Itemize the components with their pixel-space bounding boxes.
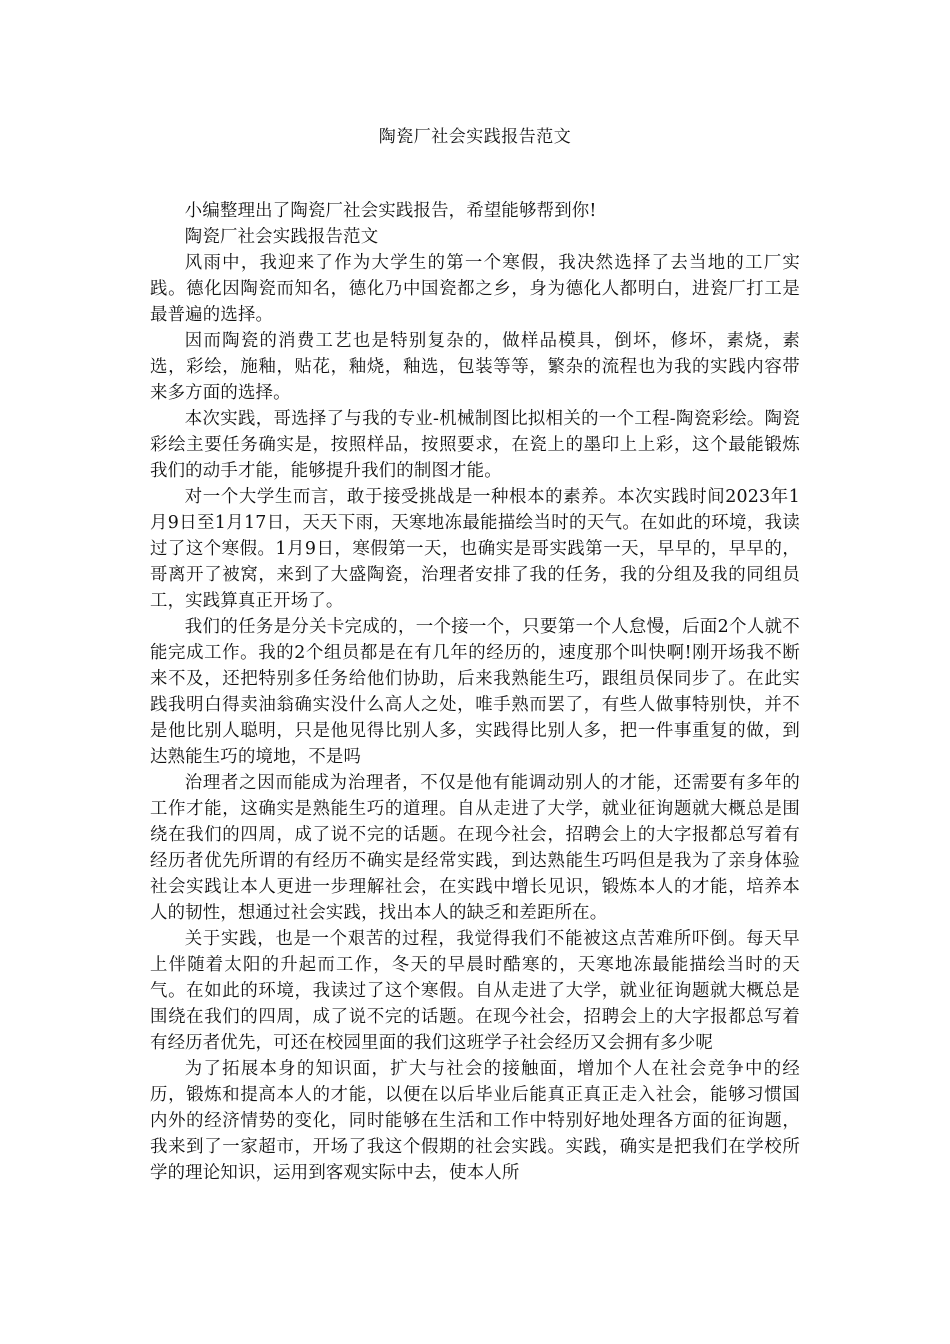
- intro-paragraph: 小编整理出了陶瓷厂社会实践报告，希望能够帮到你!: [184, 201, 597, 221]
- body-paragraph: 对一个大学生而言，敢于接受挑战是一种根本的素养。本次实践时间2023年1月9日至1月17日，天天下雨，天寒地冻最能描绘当时的天气。在如此的环境，我读过了这个寒假。1月9日，寒假第一天，也确实是哥实践第一天，早早的，早早的，哥离开了被窝，来到了大盛陶瓷，治理者安排了我的任务，我的分组及我的同组员工，实践算真正开场了。: [150, 487, 800, 611]
- document-body: [150, 198, 800, 1186]
- body-paragraph: 关于实践，也是一个艰苦的过程，我觉得我们不能被这点苦难所吓倒。每天早上伴随着太阳的升起而工作，冬天的早晨时酷寒的，天寒地冻最能描绘当时的天气。在如此的环境，我读过了这个寒假。自从走进了大学，就业征询题就大概总是围绕在我们的四周，成了说不完的话题。在现今社会，招聘会上的大字报都总写着有经历者优先，可还在校园里面的我们这班学子社会经历又会拥有多少呢: [150, 929, 800, 1053]
- body-paragraph: 风雨中，我迎来了作为大学生的第一个寒假，我决然选择了去当地的工厂实践。德化因陶瓷而知名，德化乃中国瓷都之乡，身为德化人都明白，进瓷厂打工是最普遍的选择。: [150, 253, 800, 325]
- body-paragraph: 因而陶瓷的消费工艺也是特别复杂的，做样品模具，倒坏，修坏，素烧，素选，彩绘，施釉，贴花，釉烧，釉选，包装等等，繁杂的流程也为我的实践内容带来多方面的选择。: [150, 331, 800, 403]
- body-paragraph: 本次实践，哥选择了与我的专业-机械制图比拟相关的一个工程-陶瓷彩绘。陶瓷彩绘主要任务确实是，按照样品，按照要求，在瓷上的墨印上上彩，这个最能锻炼我们的动手才能，能够提升我们的制图才能。: [150, 409, 800, 481]
- document-title: 陶瓷厂社会实践报告范文: [378, 127, 572, 147]
- subtitle-paragraph: 陶瓷厂社会实践报告范文: [184, 227, 379, 247]
- body-paragraph: 我们的任务是分关卡完成的，一个接一个，只要第一个人怠慢，后面2个人就不能完成工作。我的2个组员都是在有几年的经历的，速度那个叫快啊!刚开场我不断来不及，还把特别多任务给他们协助，后来我熟能生巧，跟组员保同步了。在此实践我明白得卖油翁确实没什么高人之处，唯手熟而罢了，有些人做事特别快，并不是他比别人聪明，只是他见得比别人多，实践得比别人多，把一件事重复的做，到达熟能生巧的境地，不是吗: [150, 617, 800, 767]
- body-paragraph: 为了拓展本身的知识面，扩大与社会的接触面，增加个人在社会竞争中的经历，锻炼和提高本人的才能，以便在以后毕业后能真正真正走入社会，能够习惯国内外的经济情势的变化，同时能够在生活和工作中特别好地处理各方面的征询题，我来到了一家超市，开场了我这个假期的社会实践。实践，确实是把我们在学校所学的理论知识，运用到客观实际中去，使本人所: [150, 1059, 800, 1183]
- body-paragraph: 治理者之因而能成为治理者，不仅是他有能调动别人的才能，还需要有多年的工作才能，这确实是熟能生巧的道理。自从走进了大学，就业征询题就大概总是围绕在我们的四周，成了说不完的话题。在现今社会，招聘会上的大字报都总写着有经历者优先所谓的有经历不确实是经常实践，到达熟能生巧吗但是我为了亲身体验社会实践让本人更进一步理解社会，在实践中增长见识，锻炼本人的才能，培养本人的韧性，想通过社会实践，找出本人的缺乏和差距所在。: [150, 773, 800, 923]
